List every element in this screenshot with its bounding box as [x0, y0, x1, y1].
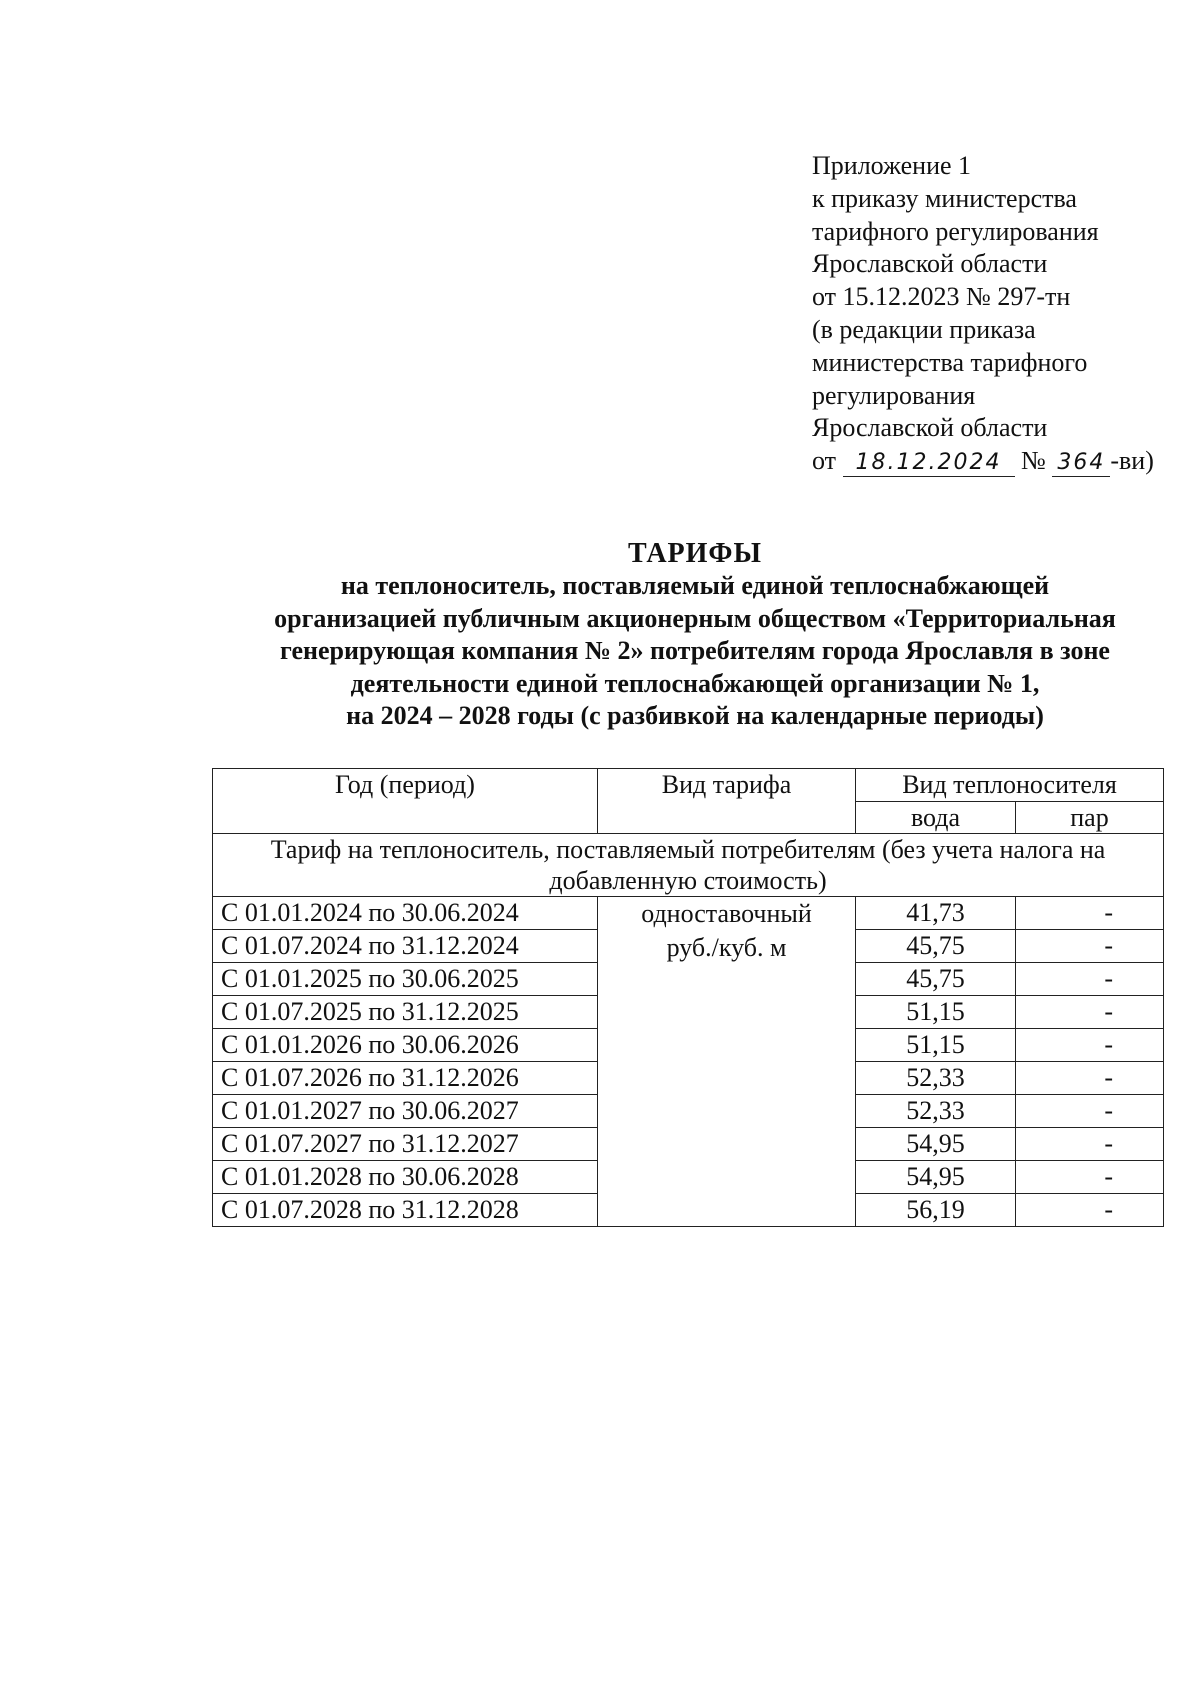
tariff-type-line1: одноставочный [641, 899, 812, 928]
period-cell: С 01.07.2024 по 31.12.2024 [213, 930, 598, 963]
document-title [150, 538, 1200, 732]
period-cell: С 01.07.2026 по 31.12.2026 [213, 1062, 598, 1095]
appendix-order-line [812, 445, 1172, 478]
title-line: на 2024 – 2028 годы (с разбивкой на календарные периоды) [346, 701, 1044, 731]
table-row [213, 897, 1164, 930]
appendix-line: Приложение 1 [812, 151, 972, 180]
header-carrier-type: Вид теплоносителя [856, 769, 1164, 802]
steam-cell: - [1016, 996, 1164, 1029]
water-cell: 52,33 [856, 1095, 1016, 1128]
appendix-line: (в редакции приказа [812, 314, 1036, 344]
water-cell: 52,33 [856, 1062, 1016, 1095]
header-steam: пар [1016, 802, 1164, 834]
steam-cell: - [1016, 1128, 1164, 1161]
period-cell: С 01.01.2024 по 30.06.2024 [213, 897, 598, 930]
steam-cell: - [1016, 1062, 1164, 1095]
period-cell: С 01.07.2025 по 31.12.2025 [213, 996, 598, 1029]
appendix-line: от 15.12.2023 № 297-тн [812, 282, 1071, 312]
title-line: организацией публичным акционерным обществом «Территориальная [274, 603, 1116, 633]
title-line: на теплоноситель, поставляемый единой теплоснабжающей [340, 571, 1050, 601]
steam-cell: - [1016, 930, 1164, 963]
steam-cell: - [1016, 897, 1164, 930]
steam-cell: - [1016, 1161, 1164, 1194]
water-cell: 51,15 [856, 1029, 1016, 1062]
header-period: Год (период) [213, 769, 598, 834]
period-cell: С 01.07.2028 по 31.12.2028 [213, 1194, 598, 1227]
title-line: генерирующая компания № 2» потребителям города Ярославля в зоне [280, 636, 1110, 666]
water-cell: 56,19 [856, 1194, 1016, 1227]
order-prefix: от [812, 446, 837, 476]
steam-cell: - [1016, 1095, 1164, 1128]
period-cell: С 01.01.2028 по 30.06.2028 [213, 1161, 598, 1194]
header-tariff-type: Вид тарифа [598, 769, 856, 834]
tariff-table [212, 768, 1164, 1227]
water-cell: 51,15 [856, 996, 1016, 1029]
section-title: Тариф на теплоноситель, поставляемый потребителям (без учета налога на добавленную стоимость) [213, 834, 1164, 897]
appendix-block [812, 150, 1172, 478]
handwritten-number: 364 [1052, 450, 1110, 477]
water-cell: 45,75 [856, 963, 1016, 996]
appendix-line: министерства тарифного [812, 347, 1088, 377]
water-cell: 41,73 [856, 897, 1016, 930]
period-cell: С 01.01.2027 по 30.06.2027 [213, 1095, 598, 1128]
tariff-type-cell [598, 897, 856, 1227]
section-title-row [213, 834, 1164, 897]
appendix-line: Ярославской области [812, 249, 1048, 279]
steam-cell: - [1016, 1194, 1164, 1227]
appendix-line: Ярославской области [812, 413, 1048, 443]
appendix-line: к приказу министерства [812, 183, 1077, 213]
order-suffix: -ви) [1110, 446, 1154, 476]
title-main: ТАРИФЫ [628, 538, 762, 569]
header-water: вода [856, 802, 1016, 834]
steam-cell: - [1016, 963, 1164, 996]
water-cell: 54,95 [856, 1128, 1016, 1161]
appendix-line: тарифного регулирования [812, 216, 1099, 246]
header-row [213, 769, 1164, 802]
period-cell: С 01.01.2025 по 30.06.2025 [213, 963, 598, 996]
steam-cell: - [1016, 1029, 1164, 1062]
period-cell: С 01.07.2027 по 31.12.2027 [213, 1128, 598, 1161]
number-sign: № [1021, 446, 1046, 476]
handwritten-date: 18.12.2024 [843, 450, 1015, 477]
water-cell: 54,95 [856, 1161, 1016, 1194]
water-cell: 45,75 [856, 930, 1016, 963]
title-line: деятельности единой теплоснабжающей организации № 1, [350, 668, 1040, 698]
tariff-type-line2: руб./куб. м [666, 933, 787, 962]
period-cell: С 01.01.2026 по 30.06.2026 [213, 1029, 598, 1062]
appendix-line: регулирования [812, 380, 976, 410]
